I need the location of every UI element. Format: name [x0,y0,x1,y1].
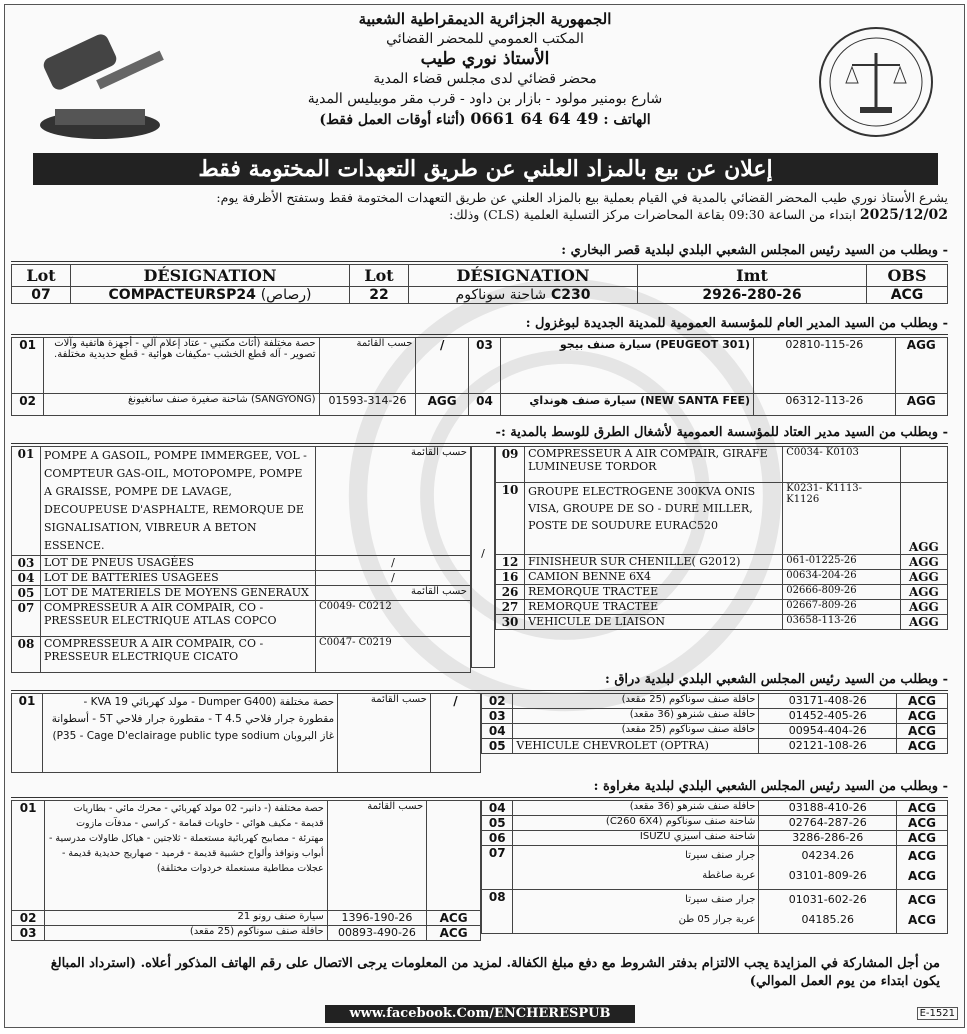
designation-line: عربة صاغطة [702,870,756,881]
imt-cell: 3286-286-26 [759,831,897,846]
obs-cell: AGG [900,483,947,555]
imt-cell: 1396-190-26 [327,911,427,926]
table-row [482,739,948,754]
imt-cell: 02666-809-26 [783,585,901,600]
designation-cell: FINISHEUR SUR CHENILLE( G2012) [525,555,783,570]
table-ksar-boukhari [11,264,948,304]
table-row [482,694,948,709]
table-enwr-left [11,446,471,673]
imt-cell: / [316,571,471,586]
lot-number: 01 [12,801,45,911]
header [5,5,964,155]
table-row [496,447,948,483]
lot-number: 09 [496,447,525,483]
obs-cell: ACG [897,709,948,724]
obs-cell: ACG [897,739,948,754]
table-row [12,556,471,571]
designation-cell: شاحنة صنف اسيزي ISUZU [513,831,759,846]
col-lot-2: Lot [350,265,409,287]
table-row [482,724,948,739]
designation-cell: COMPRESSEUR A AIR COMPAIR, CO - PRESSEUR ELECTRIQUE ATLAS COPCO [41,601,316,637]
table-row [482,846,948,890]
lot-number: 03 [12,926,45,941]
table-row [12,338,948,394]
republic-title: الجمهورية الجزائرية الديمقراطية الشعبية [358,10,612,28]
obs-cell: AGG [416,394,468,416]
obs-line: ACG [908,849,936,863]
obs-cell: ACG [897,801,948,816]
lot-number: 01 [12,447,41,556]
designation-cell: حافلة صنف شنرهو (36 مقعد) [513,801,759,816]
imt-cell: 00893-490-26 [327,926,427,941]
obs-cell: AGG [900,585,947,600]
lot-number: 04 [12,571,41,586]
lot-number: 04 [482,801,513,816]
imt-cell: 03171-408-26 [759,694,897,709]
phone-note: (أثناء أوقات العمل فقط) [319,112,466,128]
lot-number: 07 [482,846,513,890]
imt-line: 03101-809-26 [788,869,867,882]
imt-cell: 03658-113-26 [783,615,901,630]
table-row [496,585,948,600]
col-designation-2: DÉSIGNATION [409,265,638,287]
imt-line: 01031-602-26 [788,893,867,906]
table-row [12,694,481,773]
designation-cell: VEHICULE CHEVROLET (OPTRA) [513,739,759,754]
table-row [482,709,948,724]
col-imt: Imt [638,265,867,287]
lot-number: 05 [482,816,513,831]
designation-cell: سيارة صنف رونو 21 [45,911,328,926]
lot-number: 12 [496,555,525,570]
designation-line: جرار صنف سيرتا [685,894,756,905]
obs-cell: ACG [897,724,948,739]
table-row [12,394,948,416]
designation-cell: CAMION BENNE 6X4 [525,570,783,585]
imt-cell: حسب القائمة [319,338,416,394]
designation-cell [409,287,638,304]
table-row [12,287,948,304]
lot-number: 27 [496,600,525,615]
reference-code: E-1521 [917,1007,958,1020]
obs-cell [897,846,948,890]
table-row [496,555,948,570]
obs-cell: ACG [427,926,481,941]
designation-cell: REMORQUE TRACTEE [525,585,783,600]
designation-text: C230 [550,287,591,303]
designation-ar: (رصاص) [260,287,312,303]
phone-line [245,109,725,130]
lot-number: 08 [482,890,513,934]
table-row [12,601,471,637]
section-meghraoua: - وبطلب من السيد رئيس المجلس الشعبي البلدي لبلدية مغراوة : [11,777,948,798]
designation-line: جرار صنف سيرتا [685,850,756,861]
designation-cell [71,287,350,304]
obs-cell: ACG [897,694,948,709]
designation-cell: حافلة صنف سوناكوم (25 مقعد) [45,926,328,941]
table-row [12,926,481,941]
footer-note: من أجل المشاركة في المزايدة يجب الالتزام بدفتر الشروط مع دفع مبلغ الكفالة. لمزيد من المعلومات يرجى الاتصال على رقم الهاتف المذكور أعلاه. (استرداد المبالغ يكون ابتداء من يوم العمل الموالي) [50,956,940,989]
lot-number: 07 [12,601,41,637]
facebook-link[interactable]: www.facebook.Com/ENCHERESPUB [325,1005,635,1023]
imt-cell: حسب القائمة [338,694,431,773]
sale-date: 2025/12/02 [859,207,948,223]
obs-cell: / [430,694,480,773]
lot-number: 30 [496,615,525,630]
obs-cell: AGG [900,570,947,585]
col-designation: DÉSIGNATION [71,265,350,287]
designation-cell [513,890,759,934]
designation-cell: VEHICULE DE LIAISON [525,615,783,630]
col-obs: OBS [867,265,948,287]
gavel-icon [25,25,175,145]
imt-cell [759,846,897,890]
lot-number: 26 [496,585,525,600]
lot-number: 04 [482,724,513,739]
table-derrag-right [481,693,948,754]
lot-number: 07 [12,287,71,304]
table-enwr-right [495,446,948,630]
designation-cell: حصة مختلفة (Dumper G400 - مولد كهربائي 19 KVA - مقطورة جرار فلاحي T 4.5 - مقطورة جرار فلاحي 5T - أسطوانة غاز البروبان P35 - Cage D'eclairage public type sodium) [42,694,337,773]
designation-cell: حافلة صنف سوناكوم (25 مقعد) [513,694,759,709]
intro-line-2: ابتداء من الساعة 09:30 بقاعة المحاضرات مركز التسلية العلمية (CLS) وذلك: [449,207,856,222]
imt-cell: 02667-809-26 [783,600,901,615]
imt-cell: 01452-405-26 [759,709,897,724]
bailiff-name: الأستاذ نوري طيب [420,49,550,69]
lot-number: 04 [468,394,500,416]
table-row [12,637,471,673]
imt-cell: C0047- C0219 [316,637,471,673]
intro-line: يشرع الأستاذ نوري طيب المحضر القضائي بالمدية في القيام بعملية بيع بالمزاد العلني عن طريق التعهدات المختومة فقط وستفتح الأظرفة يوم: [216,190,948,205]
imt-cell: 00954-404-26 [759,724,897,739]
obs-cell: AGG [900,615,947,630]
intro-paragraph [13,189,948,224]
table-boughezoul [11,337,948,416]
lot-number: 08 [12,637,41,673]
designation-cell [513,846,759,890]
phone-number: 0661 64 64 49 [470,109,599,128]
designation-cell: COMPRESSEUR A AIR COMPAIR, CO - PRESSEUR ELECTRIQUE CICATO [41,637,316,673]
obs-cell: AGG [895,394,947,416]
obs-line: ACG [908,913,936,927]
lot-number: 22 [350,287,409,304]
obs-cell: ACG [897,816,948,831]
table-meghraoua-left [11,800,481,941]
imt-cell: 02121-108-26 [759,739,897,754]
imt-cell [759,890,897,934]
designation-cell: LOT DE PNEUS USAGÉES [41,556,316,571]
section-ksar-boukhari: - وبطلب من السيد رئيس المجلس الشعبي البلدي لبلدية قصر البخاري : [11,241,948,262]
designation-cell: حافلة صنف شنرهو (36 مقعد) [513,709,759,724]
imt-cell: 02810-115-26 [754,338,896,394]
office-title: المكتب العمومي للمحضر القضائي [386,31,584,47]
designation-cell: LOT DE MATERIELS DE MOYENS GENERAUX [41,586,316,601]
lot-number: 03 [468,338,500,394]
lot-number: 10 [496,483,525,555]
table-row [496,600,948,615]
designation-cell: (PEUGEOT 301) سيارة صنف بيجو [501,338,754,394]
imt-cell: K0231- K1113- K1126 [783,483,901,555]
lot-number: 03 [482,709,513,724]
table-row [482,890,948,934]
obs-cell: / [416,338,468,394]
obs-cell [897,890,948,934]
imt-line: 04185.26 [801,913,854,926]
announcement-page [4,4,965,1028]
lot-number: 05 [482,739,513,754]
table-row [12,586,471,601]
imt-cell: حسب القائمة [316,586,471,601]
section-boughezoul: - وبطلب من السيد المدير العام للمؤسسة العمومية للمدينة الجديدة لبوغزول : [11,314,948,335]
designation-text: COMPACTEURSP24 [108,287,256,303]
table-row [496,615,948,630]
announcement-banner: إعلان عن بيع بالمزاد العلني عن طريق التعهدات المختومة فقط [33,153,938,185]
col-lot: Lot [12,265,71,287]
imt-cell: 01593-314-26 [319,394,416,416]
imt-cell: / [316,556,471,571]
table-row [12,911,481,926]
lot-number: 02 [12,911,45,926]
obs-line: ACG [908,869,936,883]
imt-cell: 061-01225-26 [783,555,901,570]
obs-cell: ACG [897,831,948,846]
table-row [12,571,471,586]
obs-line: ACG [908,893,936,907]
table-meghraoua-right [481,800,948,934]
lot-number: 01 [12,338,44,394]
obs-cell: ACG [867,287,948,304]
table-row [12,447,471,556]
lot-number: 06 [482,831,513,846]
lot-number: 02 [12,394,44,416]
imt-cell: 00634-204-26 [783,570,901,585]
obs-cell: AGG [900,600,947,615]
address: شارع بومنير مولود - بازار بن داود - قرب مقر موبيليس المدية [307,91,663,107]
obs-cell: ACG [427,911,481,926]
section-derrag: - وبطلب من السيد رئيس المجلس الشعبي البلدي لبلدية دراق : [11,670,948,691]
table-row [496,570,948,585]
designation-cell: LOT DE BATTERIES USAGEES [41,571,316,586]
designation-line: عربة جرار 05 طن [678,914,756,925]
lot-number: 05 [12,586,41,601]
table-row [12,801,481,911]
obs-cell [427,801,481,911]
designation-cell: COMPRESSEUR A AIR COMPAIR, GIRAFE LUMINEUSE TORDOR [525,447,783,483]
table-derrag-left [11,693,481,773]
lot-number: 16 [496,570,525,585]
imt-cell: 03188-410-26 [759,801,897,816]
table-row [482,831,948,846]
designation-cell: GROUPE ELECTROGENE 300KVA ONIS VISA, GROUPE DE SO - DURE MILLER, POSTE DE SOUDURE EURAC520 [525,483,783,555]
imt-cell: 02764-287-26 [759,816,897,831]
lot-number: 01 [12,694,43,773]
designation-cell: حافلة صنف سوناكوم (25 مقعد) [513,724,759,739]
designation-cell: (SANGYONG) شاحنة صغيرة صنف سانغيونغ [44,394,319,416]
section-enwr: - وبطلب من السيد مدير العتاد للمؤسسة العمومية لأشغال الطرق للوسط بالمدية :- [11,423,948,444]
imt-cell: 2926-280-26 [638,287,867,304]
imt-line: 04234.26 [801,849,854,862]
lot-number: 03 [12,556,41,571]
slash-column: / [471,446,495,668]
designation-cell: حصة مختلفة (- دانير- 02 مولد كهربائي - محرك مائي - بطاريات قديمة - مكيف هوائي - حاويات قمامة - كراسي - مدفآت مازوت مهترئة - مصابيح كهربائية مستعملة - ثلاجتين - هياكل طاولات مدرسية - أبواب ونوافذ وألواح خشبية قديمة - فرميد - صهاريج حديدية قديمة - عجلات مطاطية مستعملة خردوات مختلفة) [45,801,328,911]
phone-label: الهاتف : [603,112,651,128]
designation-cell: حصة مختلفة (أثاث مكتبي - عتاد إعلام آلي - أجهزة هاتفية وآلات تصوير - آله قطع الخشب -مكيفات هوائية - قطع حديدية مختلفة. [44,338,319,394]
designation-cell: شاحنة صنف سوناكوم (C260 6X4) [513,816,759,831]
lot-number: 02 [482,694,513,709]
obs-cell: AGG [900,555,947,570]
imt-cell: حسب القائمة [316,447,471,556]
table-row [482,801,948,816]
designation-cell: POMPE A GASOIL, POMPE IMMERGEE, VOL - COMPTEUR GAS-OIL, MOTOPOMPE, POMPE A GRAISSE, POMPE DE LAVAGE, DECOUPEUSE D'ASPHALTE, REMORQUE DE SIGNALISATION, VIBREUR A BETON ESSENCE. [41,447,316,556]
scales-emblem-icon [816,25,936,140]
table-row [496,483,948,555]
designation-cell: (NEW SANTA FEE) سيارة صنف هونداي [501,394,754,416]
obs-cell: AGG [895,338,947,394]
bailiff-title: محضر قضائي لدى مجلس قضاء المدية [373,71,597,87]
designation-cell: REMORQUE TRACTEE [525,600,783,615]
imt-cell: حسب القائمة [327,801,427,911]
imt-cell: C0049- C0212 [316,601,471,637]
imt-cell: 06312-113-26 [754,394,896,416]
imt-cell: C0034- K0103 [783,447,901,483]
table-row [482,816,948,831]
designation-ar: شاحنة سوناكوم [455,287,547,303]
obs-cell [900,447,947,483]
